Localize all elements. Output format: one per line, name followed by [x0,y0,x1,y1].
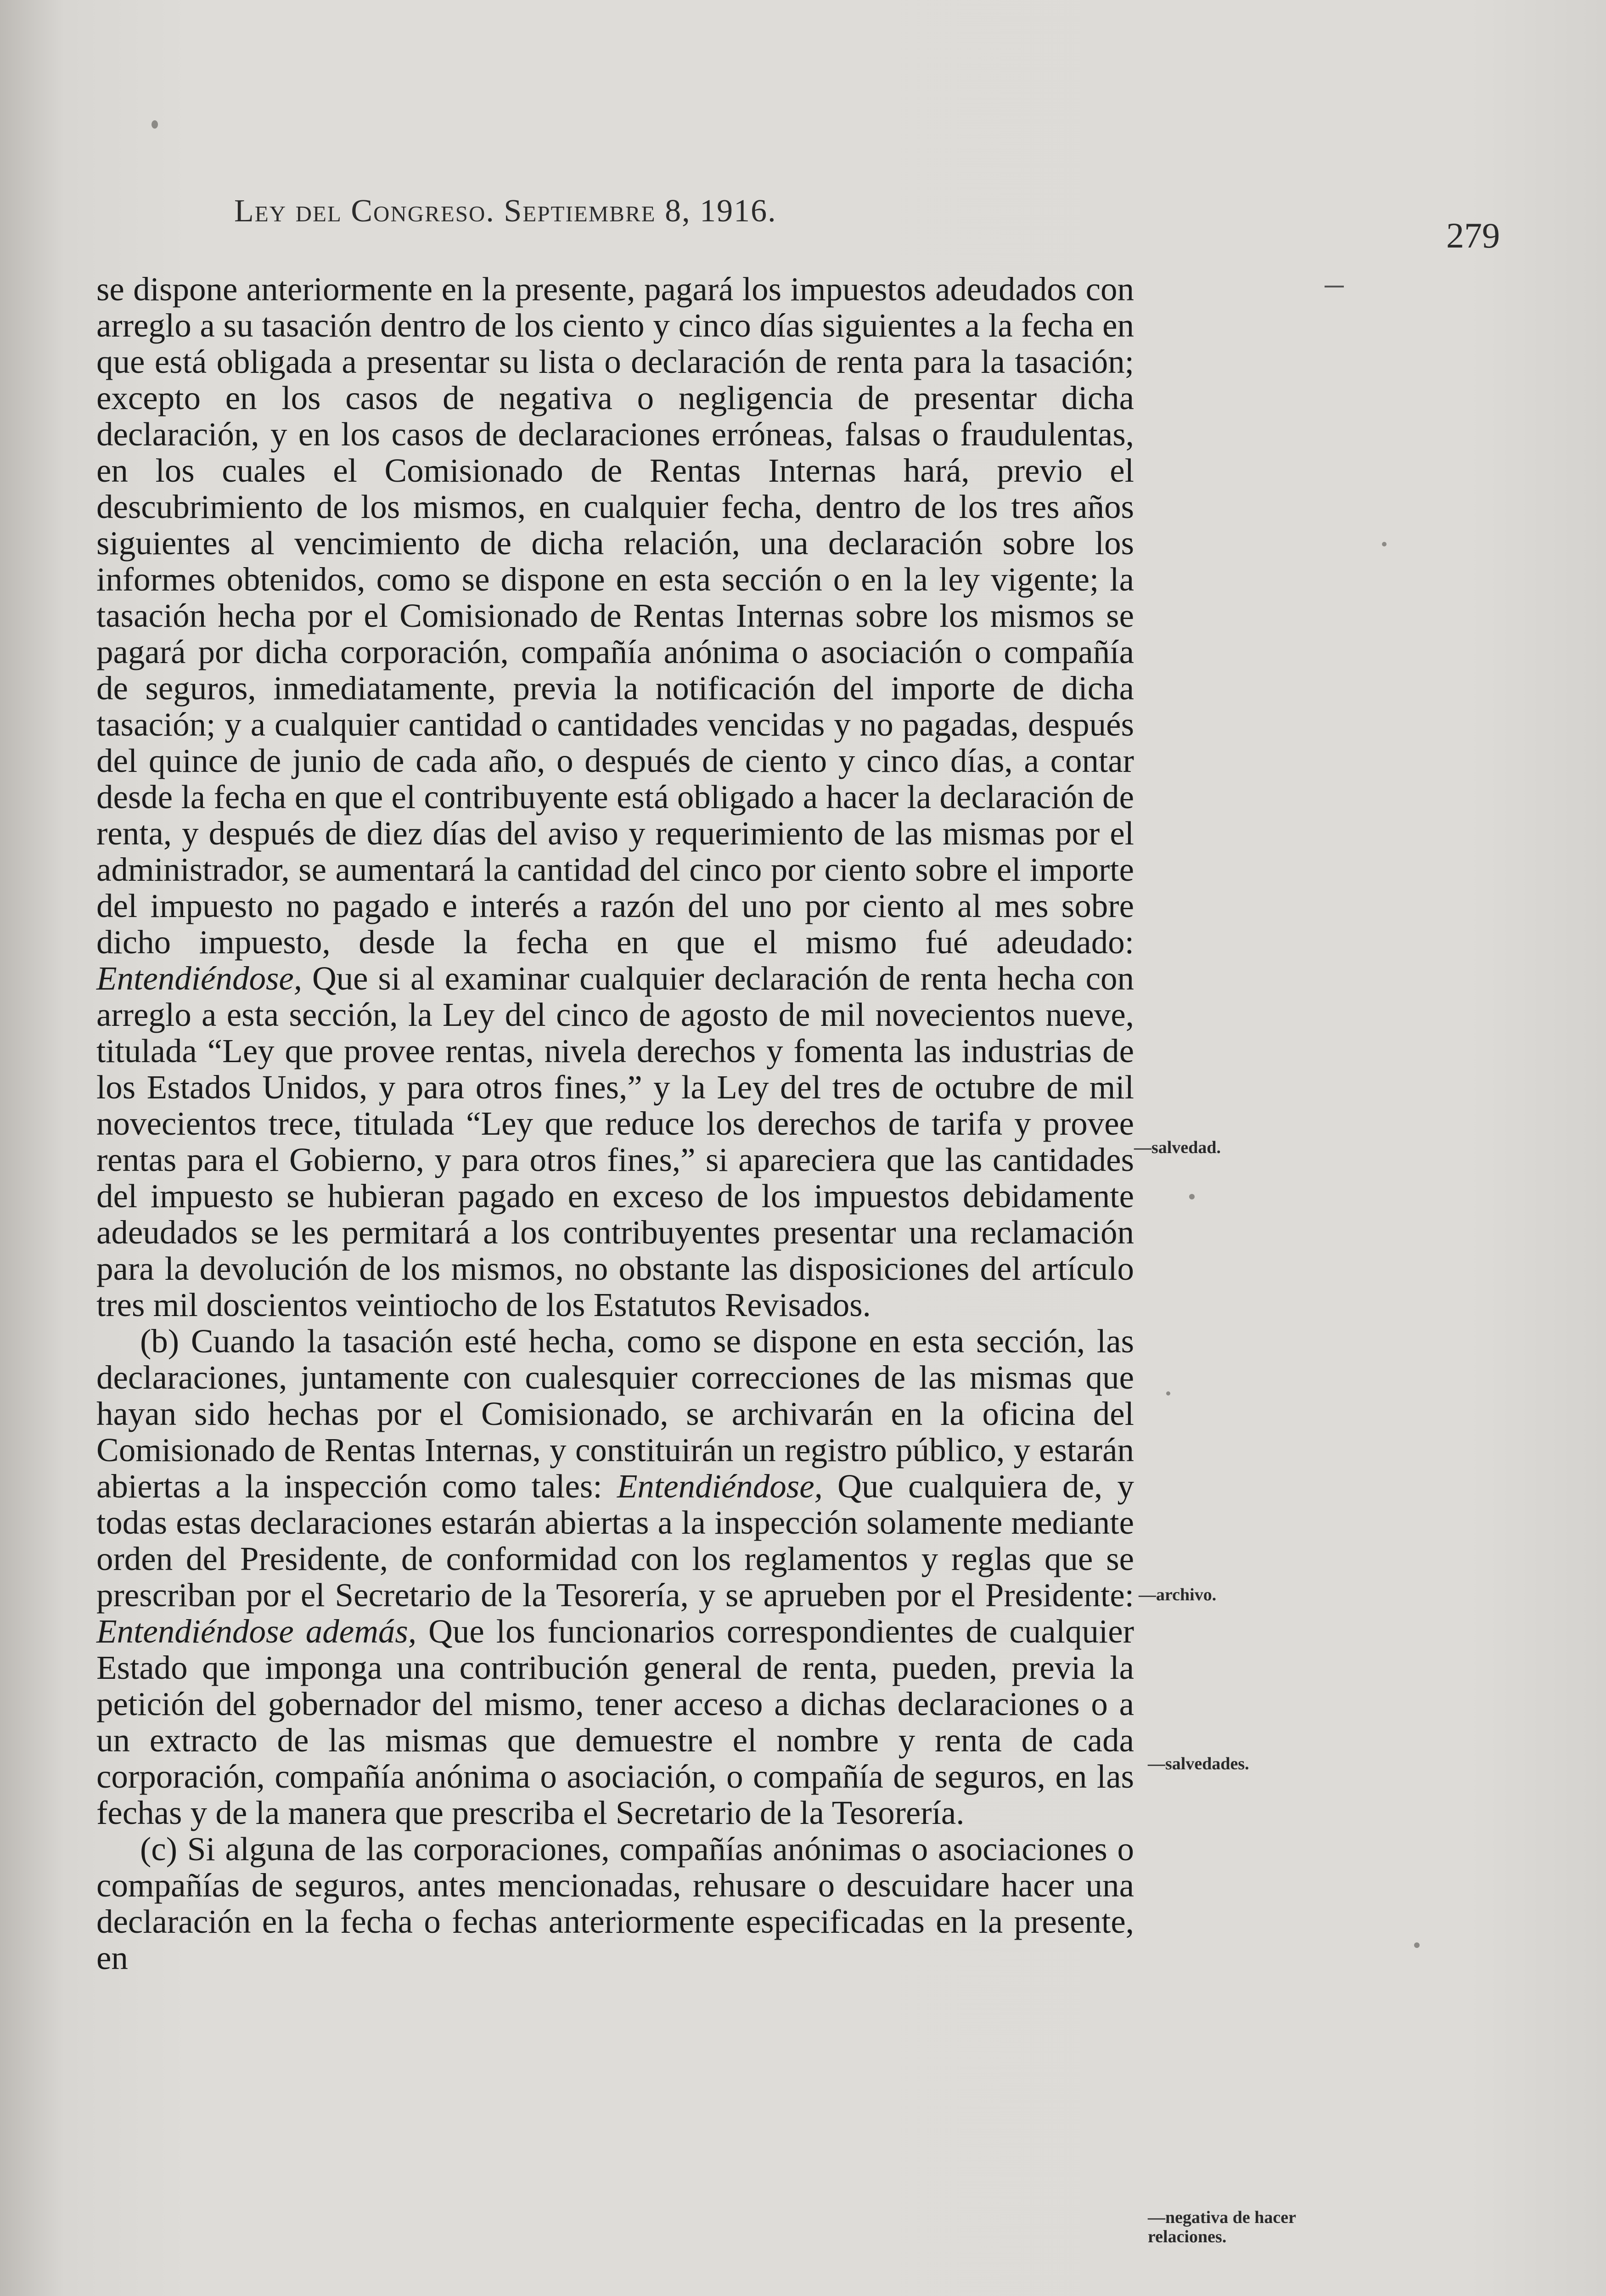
italic-proviso: Entendiéndose además, [96,1613,417,1650]
paragraph-text: Que los funcionarios correspondientes de cualquier Estado que imponga una contribución general de renta, pueden, previa la petición del gobernador del mismo, tener acceso a dichas declaraciones o a un extracto de las mismas que demuestre el nombre y renta de cada corporación, compañía anónima o asociación, o compañía de seguros, en las fechas y de la manera que prescriba el Secretario de la Tesorería. [96,1613,1134,1831]
paragraph-text: Cuando la tasación esté hecha, como se dispone en esta sección, las declaraciones, juntamente con cualesquier correcciones de las mismas que hayan sido hechas por el Comisionado, se archivarán en la oficina del Comisionado de Rentas Internas, y constituirán un registro público, y estarán abiertas a la inspección como tales: [96,1322,1134,1505]
paragraph-lead: (c) [140,1830,178,1868]
paragraph-lead: (b) [140,1322,180,1360]
body-text [96,271,1134,1976]
scan-speck [1166,1391,1170,1396]
scan-speck [152,120,158,129]
paragraph-text: Que cualquiera de, y todas estas declaraciones estarán abiertas a la inspección solamente mediante orden del Presidente, de conformidad con los reglamentos y reglas que se prescriban por el Secretario de la Tesorería, y se aprueben por el Presidente: [96,1468,1134,1614]
margin-note-line: —negativa de hacer [1148,2208,1296,2227]
italic-proviso: Entendiéndose, [96,960,303,997]
page-number: 279 [1446,215,1500,255]
scan-speck [1189,1194,1195,1199]
paragraph-b [96,1323,1134,1831]
running-header: Ley del Congreso. Septiembre 8, 1916. [234,193,777,229]
scan-speck [1382,542,1387,546]
paragraph-text: Si alguna de las corporaciones, compañías anónimas o asociaciones o compañías de seguros, antes mencionadas, rehusare o descuidare hacer una declaración en la fecha o fechas anteriormente especificadas en la presente, en [96,1830,1134,1976]
margin-dash [1325,286,1344,287]
margin-note-archivo: —archivo. [1139,1585,1217,1604]
margin-note-negativa [1148,2208,1296,2246]
paragraph-text: se dispone anteriormente en la presente, pagará los impuestos adeudados con arreglo a su tasación dentro de los ciento y cinco días siguientes a la fecha en que está obligada a presentar su lista o declaración de renta para la tasación; excepto en los casos de negativa o negligencia de presentar dicha declaración, y en los casos de declaraciones erróneas, falsas o fraudulentas, en los cuales el Comisionado de Rentas Internas hará, previo el descubrimiento de los mismos, en cualquier fecha, dentro de los tres años siguientes al vencimiento de dicha relación, una declaración sobre los informes obtenidos, como se dispone en esta sección o en la ley vigente; la tasación hecha por el Comisionado de Rentas Internas sobre los mismos se pagará por dicha corporación, compañía anónima o asociación o compañía de seguros, inmediatamente, previa la notificación del importe de dicha tasación; y a cualquier cantidad o cantidades vencidas y no pagadas, después del quince de junio de cada año, o después de ciento y cinco días, a contar desde la fecha en que el contribuyente está obligado a hacer la declaración de renta, y después de diez días del aviso y requerimiento de las mismas por el administrador, se aumentará la cantidad del cinco por ciento sobre el importe del impuesto no pagado e interés a razón del uno por ciento al mes sobre dicho impuesto, desde la fecha en que el mismo fué adeudado: [96,270,1134,961]
margin-note-line: relaciones. [1148,2227,1227,2246]
italic-proviso: Entendiéndose, [617,1468,823,1505]
margin-note-salvedad: —salvedad. [1134,1138,1221,1157]
paragraph-text: Que si al examinar cualquier declaración de renta hecha con arreglo a esta sección, la Ley del cinco de agosto de mil novecientos nueve, titulada “Ley que provee rentas, nivela derechos y fomenta las industrias de los Estados Unidos, y para otros fines,” y la Ley del tres de octubre de mil novecientos trece, titulada “Ley que reduce los derechos de tarifa y provee rentas para el Gobierno, y para otros fines,” si apareciera que las cantidades del impuesto se hubieran pagado en exceso de los impuestos debidamente adeudados se les permitará a los contribuyentes presentar una reclamación para la devolución de los mismos, no obstante las disposiciones del artículo tres mil doscientos veintiocho de los Estatutos Revisados. [96,960,1134,1323]
margin-note-salvedades: —salvedades. [1148,1754,1249,1773]
paragraph-c [96,1831,1134,1976]
scan-speck [1414,1942,1420,1948]
paragraph-a [96,271,1134,1323]
